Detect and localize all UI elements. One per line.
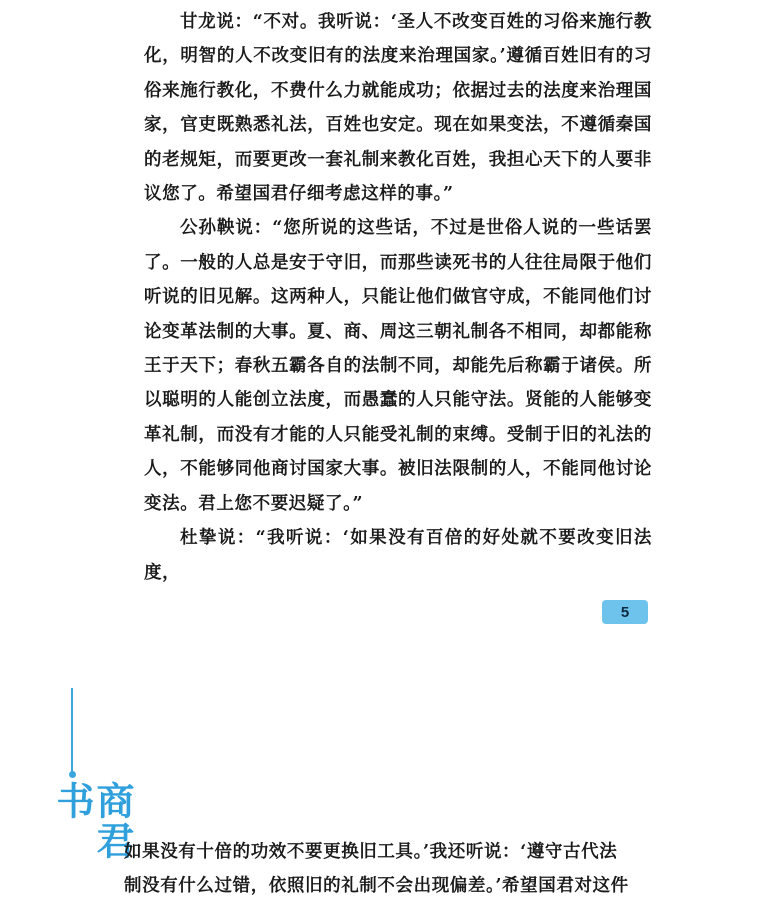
paragraph-gongsunyang: 公孙鞅说：“您所说的这些话，不过是世俗人说的一些话罢了。一般的人总是安于守旧，而那些读死书的人往往局限于他们听说的旧见解。这两种人，只能让他们做官守成，不能同他们讨论变革法制的大事。夏、商、周这三朝礼制各不相同，却都能称王于天下；春秋五霸各自的法制不同，却能先后称霸于诸侯。所以聪明的人能创立法度，而愚蠢的人只能守法。贤能的人能够变革礼制，而没有才能的人只能受礼制的束缚。受制于旧的礼法的人，不能够同他商讨国家大事。被旧法限制的人，不能同他讨论变法。君上您不要迟疑了。”: [144, 218, 652, 514]
side-decor-dot: [69, 771, 76, 778]
paragraph-duzhi: 杜挚说：“我听说：‘如果没有百倍的好处就不要改变旧法度，: [144, 528, 652, 583]
book-title-vertical: 商君书: [50, 781, 135, 861]
paragraph-ganlong: 甘龙说：“不对。我听说：‘圣人不改变百姓的习俗来施行教化，明智的人不改变旧有的法度来治理国家。’遵循百姓旧有的习俗来施行教化，不费什么力就能成功；依据过去的法度来治理国家，官吏既熟悉礼法，百姓也安定。现在如果变法，不遵循秦国的老规矩，而要更改一套礼制来教化百姓，我担心天下的人要非议您了。希望国君仔细考虑这样的事。”: [144, 12, 652, 205]
next-page-line: 制没有什么过错，依照旧的礼制不会出现偏差。’希望国君对这件: [124, 876, 629, 896]
next-page-line: 如果没有十倍的功效不要更换旧工具。’我还听说：‘遵守古代法: [124, 842, 618, 862]
page-number-badge: 5: [602, 600, 648, 624]
main-text: [144, 5, 652, 590]
side-decor-line: [71, 688, 73, 772]
next-page-text: [124, 835, 644, 903]
